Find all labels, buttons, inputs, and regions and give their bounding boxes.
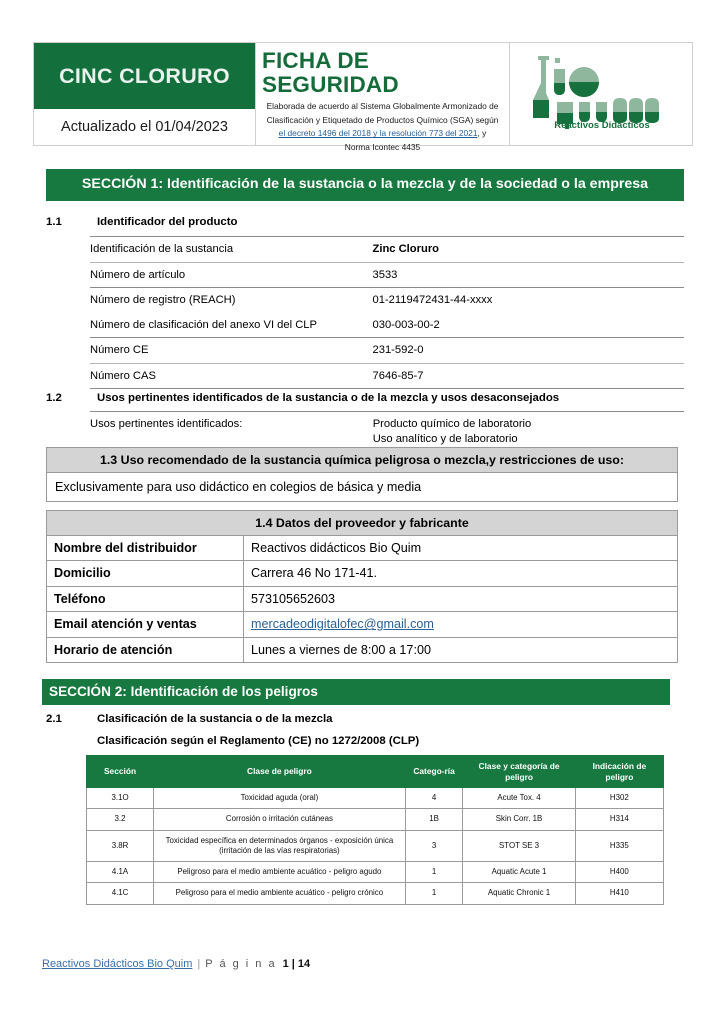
row-label: Número de registro (REACH) [90,288,373,313]
row-label: Número de clasificación del anexo VI del CLP [90,318,317,331]
row-label: Número de artículo [90,262,373,288]
row-label: Domicilio [47,561,244,586]
product-name: CINC CLORURO [59,63,230,88]
use-line-2: Uso analítico y de laboratorio [372,432,518,445]
subsection-1-2-title: Usos pertinentes identificados de la sustancia o de la mezcla y usos desaconsejados [97,392,560,404]
table-row [90,237,684,263]
subsection-1-4-header: 1.4 Datos del proveedor y fabricante [47,511,678,536]
cell-clase: Peligroso para el medio ambiente acuático - peligro crónico [154,883,406,904]
table-row [47,511,678,536]
table-row [87,830,664,862]
row-value: Carrera 46 No 171-41. [244,561,678,586]
sheet-subtitle [267,100,499,154]
subtitle-line-1: Elaborada de acuerdo al Sistema Globalmente Armonizado de [266,101,499,112]
table-row [90,412,684,452]
row-value: 3533 [373,262,685,288]
table-row [47,536,678,561]
section-1-banner: SECCIÓN 1: Identificación de la sustancia o la mezcla y de la sociedad o la empresa [46,169,684,201]
table-row [87,862,664,883]
table-row [90,288,684,313]
cell-clase: Toxicidad aguda (oral) [154,788,406,809]
row-value-email [244,612,678,637]
subsection-2-1-number: 2.1 [46,713,62,725]
cell-clase: Peligroso para el medio ambiente acuático - peligro agudo [154,862,406,883]
logo-tagline-text: Reactivos Didácticos [554,120,650,129]
product-name-band [34,43,255,109]
subsection-1-1-number: 1.1 [46,216,62,228]
decree-link[interactable]: el decreto 1496 del 2018 y la resolución 773 del 2021 [278,128,478,139]
row-value [373,412,684,452]
cell-clase-categoria: STOT SE 3 [463,830,575,862]
cell-categoria: 4 [405,788,463,809]
row-value: 01-2119472431-44-xxxx [373,288,685,313]
supplier-data-table [46,510,678,663]
subsection-2-1-heading [46,713,333,725]
cell-indicacion: H314 [575,809,663,830]
row-label: Identificación de la sustancia [90,237,373,263]
cell-clase-categoria: Skin Corr. 1B [463,809,575,830]
table-row [90,262,684,288]
sheet-title: FICHA DE SEGURIDAD [262,48,399,97]
subtitle-line-3 [267,127,499,141]
updated-date: Actualizado el 01/04/2023 [61,119,228,135]
subtitle-link-suffix: , y [477,128,487,139]
row-value: Zinc Cloruro [373,237,685,263]
table-row [47,637,678,662]
header-product-block [34,43,256,145]
cell-clase-categoria: Aquatic Chronic 1 [463,883,575,904]
subsection-1-2-heading [46,392,559,404]
row-label: Nombre del distribuidor [47,536,244,561]
cell-indicacion: H400 [575,862,663,883]
table-row [90,338,684,364]
table-row [87,809,664,830]
row-value: 573105652603 [244,586,678,611]
subsection-1-2-number: 1.2 [46,392,62,404]
email-link[interactable]: mercadeodigitalofec@gmail.com [251,617,434,632]
row-label: Horario de atención [47,637,244,662]
cell-categoria: 1 [405,883,463,904]
table-row [87,883,664,904]
subsection-2-1-title: Clasificación de la sustancia o de la mezcla [97,713,333,725]
column-header-clase-peligro: Clase de peligro [154,756,406,788]
subsection-1-1-heading [46,216,238,228]
header-sheet-block [256,43,510,153]
document-header [33,42,693,153]
clp-regulation-subtitle [97,735,419,747]
clp-regulation-text: Clasificación según el Reglamento (CE) no 1272/2008 (CLP) [97,735,420,747]
cell-seccion: 4.1A [87,862,154,883]
cell-seccion: 3.8R [87,830,154,862]
column-header-seccion: Sección [87,756,154,788]
table-row [47,612,678,637]
cell-categoria: 3 [405,830,463,862]
row-value: Lunes a viernes de 8:00 a 17:00 [244,637,678,662]
cell-seccion: 3.1O [87,788,154,809]
column-header-indicacion: Indicación de peligro [575,756,663,788]
cell-clase: Corrosión o irritación cutáneas [154,809,406,830]
subtitle-line-2: Clasificación y Etiquetado de Productos Químico (SGA) según [266,114,499,125]
company-logo [510,43,692,145]
column-header-categoria: Catego-ría [405,756,463,788]
use-line-1: Producto químico de laboratorio [372,418,532,430]
row-label: Teléfono [47,586,244,611]
table-row [47,448,678,473]
cell-indicacion: H335 [575,830,663,862]
column-header-clase-categoria: Clase y categoría de peligro [463,756,575,788]
table-row [47,473,678,502]
table-row [47,586,678,611]
table-header-row [87,756,664,788]
cell-clase-categoria: Acute Tox. 4 [463,788,575,809]
footer-company-link[interactable]: Reactivos Didácticos Bio Quim [42,958,193,970]
cell-categoria: 1 [405,862,463,883]
subtitle-line-4: Norma Icontec 4435 [344,142,421,153]
row-label: Usos pertinentes identificados: [90,412,373,452]
subsection-1-1-title: Identificador del producto [97,216,238,228]
row-value: 231-592-0 [373,338,685,364]
table-row [87,788,664,809]
logo-graphic [526,54,676,134]
row-label: Número CAS [90,363,373,389]
row-value: 7646-85-7 [373,363,685,389]
cell-indicacion: H302 [575,788,663,809]
footer-page-label: P á g i n a [205,958,277,970]
hazard-classification-table [86,755,664,905]
cell-clase-categoria: Aquatic Acute 1 [463,862,575,883]
row-label: Número CE [90,338,373,364]
footer-separator: | [197,958,201,970]
identified-uses-table [90,411,684,451]
page-footer [42,958,310,970]
subsection-1-3-header: 1.3 Uso recomendado de la sustancia química peligrosa o mezcla,y restricciones de uso: [47,448,678,473]
row-value: Reactivos didácticos Bio Quim [244,536,678,561]
cell-categoria: 1B [405,809,463,830]
cell-seccion: 3.2 [87,809,154,830]
product-identifier-table [90,236,684,389]
footer-page-number: 1 | 14 [282,958,311,970]
cell-seccion: 4.1C [87,883,154,904]
subsection-1-3-content: Exclusivamente para uso didáctico en colegios de básica y media [47,473,678,502]
table-row [90,313,684,338]
table-row [90,363,684,389]
recommended-use-table [46,447,678,502]
cell-indicacion: H410 [575,883,663,904]
row-label: Email atención y ventas [47,612,244,637]
section-2-banner: SECCIÓN 2: Identificación de los peligros [42,679,670,705]
cell-clase: Toxicidad específica en determinados órganos - exposición única (irritación de las vías respiratorias) [154,830,406,862]
row-value: 030-003-00-2 [372,318,440,331]
table-row [47,561,678,586]
